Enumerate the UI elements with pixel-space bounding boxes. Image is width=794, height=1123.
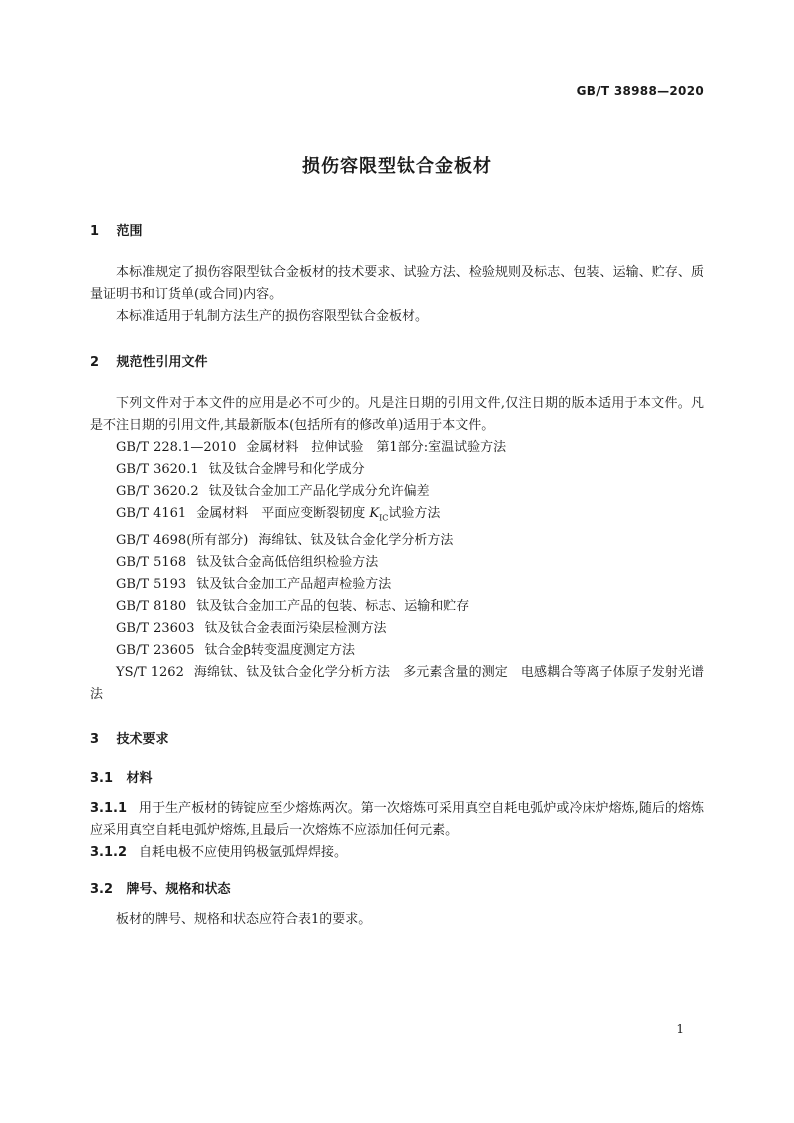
reference-item [90,481,704,503]
reference-code: GB/T 4698(所有部分) [116,532,249,548]
reference-list [90,437,704,706]
section-title: 范围 [116,224,143,239]
section-2-heading [90,351,208,370]
section-number: 1 [90,224,100,239]
clause-number: 3.1.2 [90,845,128,860]
reference-title-suffix: 试验方法 [388,506,441,521]
reference-item [90,618,704,640]
subsection-number: 3.2 [90,882,114,897]
scope-paragraph-1: 本标准规定了损伤容限型钛合金板材的技术要求、试验方法、检验规则及标志、包装、运输、贮存、质量证明书和订货单(或合同)内容。 [90,265,704,302]
fracture-toughness-symbol: K [369,506,380,521]
reference-title: 金属材料 平面应变断裂韧度 [196,506,366,521]
designation-paragraph: 板材的牌号、规格和状态应符合表1的要求。 [116,912,372,927]
reference-code: GB/T 4161 [116,506,187,521]
reference-item [90,503,704,530]
reference-item [90,662,704,706]
reference-title: 钛合金β转变温度测定方法 [204,642,356,658]
reference-code: GB/T 5168 [116,554,187,570]
reference-item [90,530,704,552]
subsection-title: 材料 [126,771,153,786]
page-number: 1 [676,1022,684,1036]
standard-number: GB/T 38988—2020 [576,84,704,98]
reference-title: 钛及钛合金表面污染层检测方法 [204,620,387,636]
scope-paragraph-2: 本标准适用于轧制方法生产的损伤容限型钛合金板材。 [116,309,429,324]
reference-code: YS/T 1262 [116,664,184,680]
reference-title: 钛及钛合金加工产品化学成分允许偏差 [208,484,430,499]
section-1-heading [90,220,143,239]
reference-item [90,596,704,618]
section-number: 2 [90,355,100,370]
reference-item [90,640,704,662]
reference-title: 海绵钛、钛及钛合金化学分析方法 多元素含量的测定 电感耦合等离子体原子发射光谱法 [90,664,704,702]
reference-code: GB/T 8180 [116,598,187,614]
reference-item [90,552,704,574]
reference-title: 海绵钛、钛及钛合金化学分析方法 [258,532,454,548]
reference-item [90,459,704,481]
clause-3-1-2 [90,842,704,864]
subsection-number: 3.1 [90,771,114,786]
subsection-3-2-heading [90,878,231,897]
clause-3-1-1 [90,798,704,842]
symbol-subscript: IC [379,513,389,523]
reference-code: GB/T 228.1—2010 [116,440,237,455]
references-intro: 下列文件对于本文件的应用是必不可少的。凡是注日期的引用文件,仅注日期的版本适用于本文件。凡是不注日期的引用文件,其最新版本(包括所有的修改单)适用于本文件。 [90,396,704,433]
clause-text: 自耗电极不应使用钨极氩弧焊焊接。 [139,845,348,860]
section-3-heading [90,728,169,747]
subsection-3-1-heading [90,767,153,786]
reference-title: 金属材料 拉伸试验 第1部分:室温试验方法 [246,440,507,455]
reference-title: 钛及钛合金加工产品的包装、标志、运输和贮存 [196,598,470,614]
reference-code: GB/T 5193 [116,576,187,592]
reference-item [90,437,704,459]
reference-code: GB/T 23605 [116,642,195,658]
reference-title: 钛及钛合金加工产品超声检验方法 [196,576,392,592]
page-title: 损伤容限型钛合金板材 [302,156,492,177]
reference-title: 钛及钛合金高低倍组织检验方法 [196,554,379,570]
section-title: 规范性引用文件 [116,355,208,370]
reference-item [90,574,704,596]
reference-title: 钛及钛合金牌号和化学成分 [208,462,365,477]
reference-code: GB/T 3620.1 [116,462,199,477]
clause-number: 3.1.1 [90,801,128,816]
reference-code: GB/T 3620.2 [116,484,199,499]
section-title: 技术要求 [116,732,169,747]
section-number: 3 [90,732,100,747]
reference-code: GB/T 23603 [116,620,195,636]
subsection-title: 牌号、规格和状态 [126,882,231,897]
clause-text: 用于生产板材的铸锭应至少熔炼两次。第一次熔炼可采用真空自耗电弧炉或冷床炉熔炼,随后的熔炼应采用真空自耗电弧炉熔炼,且最后一次熔炼不应添加任何元素。 [90,801,704,838]
